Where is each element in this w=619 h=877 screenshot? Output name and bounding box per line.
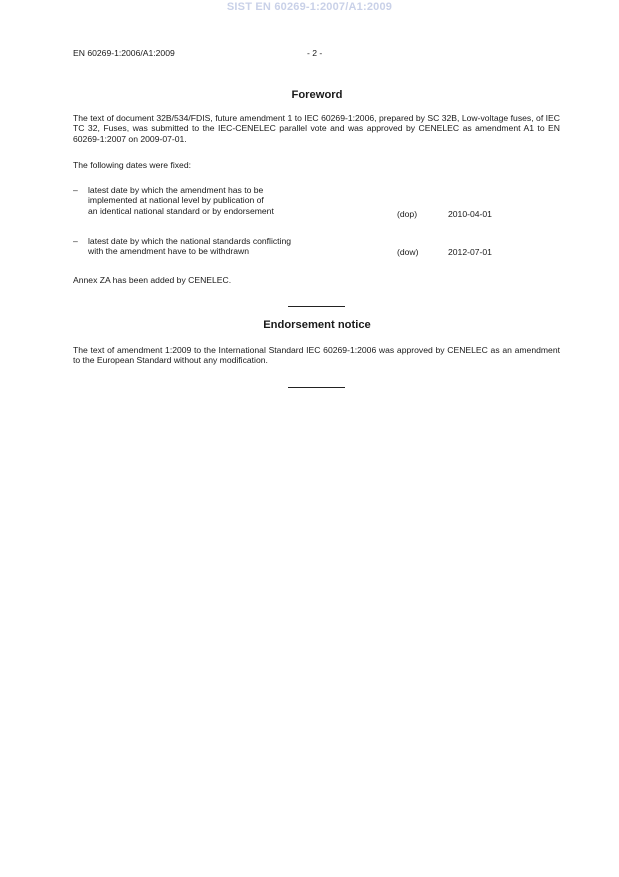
list-bullet: – bbox=[73, 185, 78, 195]
list-item-line: an identical national standard or by endorsement bbox=[88, 205, 274, 216]
page-number: - 2 - bbox=[307, 48, 323, 58]
list-item-line: latest date by which the amendment has to be bbox=[88, 185, 264, 195]
annex-note: Annex ZA has been added by CENELEC. bbox=[73, 275, 232, 285]
section-divider bbox=[288, 387, 345, 388]
section-divider bbox=[288, 306, 345, 307]
list-item-dow bbox=[88, 236, 291, 257]
list-item-dop bbox=[88, 185, 274, 216]
list-bullet: – bbox=[73, 236, 78, 246]
document-reference: EN 60269-1:2006/A1:2009 bbox=[73, 48, 175, 58]
dow-date: 2012-07-01 bbox=[448, 247, 492, 257]
dop-date: 2010-04-01 bbox=[448, 209, 492, 219]
list-item-line: implemented at national level by publication of bbox=[88, 195, 264, 206]
foreword-paragraph: The text of document 32B/534/FDIS, future amendment 1 to IEC 60269-1:2006, prepared by SC 32B, Low-voltage fuses, of IEC TC 32, Fuses, was submitted to the IEC-CENELEC parallel vote and was approved by CENELEC as amendment A1 to EN 60269-1:2007 on 2009-07-01. bbox=[73, 113, 560, 144]
watermark: SIST EN 60269-1:2007/A1:2009 bbox=[226, 1, 393, 13]
list-item-line: latest date by which the national standards conflicting bbox=[88, 236, 292, 246]
foreword-title: Foreword bbox=[291, 89, 343, 101]
endorsement-paragraph: The text of amendment 1:2009 to the International Standard IEC 60269-1:2006 was approved by CENELEC as an amendment to the European Standard without any modification. bbox=[73, 345, 560, 366]
dow-code: (dow) bbox=[397, 247, 419, 257]
endorsement-title: Endorsement notice bbox=[263, 319, 371, 331]
dates-intro: The following dates were fixed: bbox=[73, 160, 191, 170]
dop-code: (dop) bbox=[397, 209, 418, 219]
list-item-line: with the amendment have to be withdrawn bbox=[88, 246, 249, 257]
